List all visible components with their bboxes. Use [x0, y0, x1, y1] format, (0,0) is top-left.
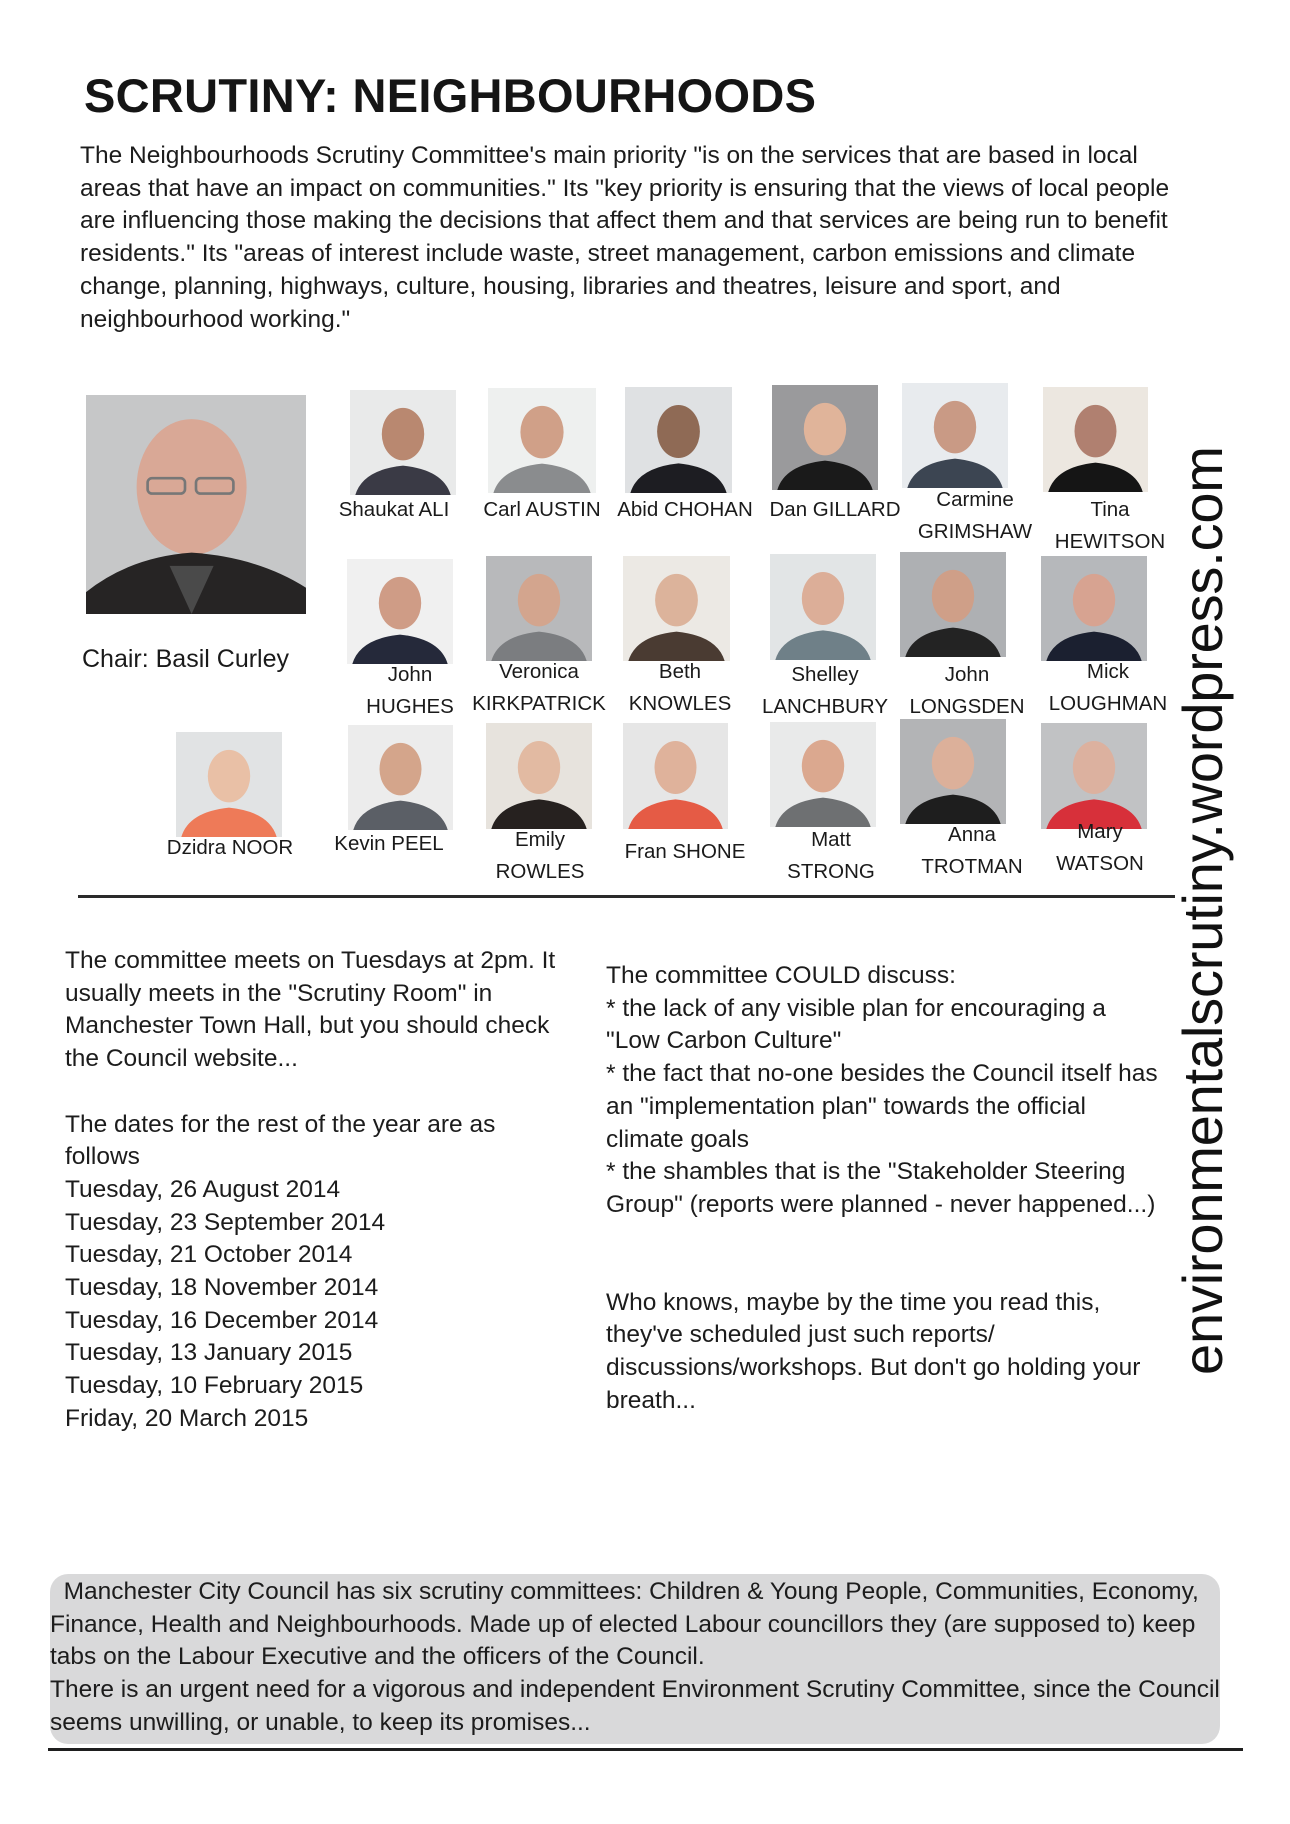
- portrait-icon: [486, 723, 592, 829]
- member-first-name: John: [944, 663, 990, 686]
- portrait-icon: [900, 719, 1006, 824]
- member-name: Kevin PEEL: [334, 832, 444, 855]
- chair-label: Chair: Basil Curley: [82, 645, 290, 673]
- meeting-date: Friday, 20 March 2015: [65, 1404, 309, 1432]
- portrait-icon: [770, 722, 876, 827]
- member-first-name: Carmine: [936, 488, 1014, 511]
- member-photo: [623, 556, 730, 661]
- meeting-date: Tuesday, 18 November 2014: [65, 1274, 379, 1302]
- meeting-date: Tuesday, 26 August 2014: [65, 1175, 341, 1203]
- meetings-column: [65, 945, 565, 1436]
- member-last-name: LOUGHMAN: [1048, 692, 1168, 715]
- section-divider: [78, 895, 1175, 898]
- member-last-name: KIRKPATRICK: [472, 692, 606, 715]
- portrait-icon: [348, 725, 453, 830]
- member-name: [1010, 816, 1190, 880]
- member-name: Carl AUSTIN: [483, 498, 601, 521]
- intro-paragraph: The Neighbourhoods Scrutiny Committee's main priority "is on the services that are based in local areas that have an impact on communities." Its "key priority is ensuring that the views of local people are influencing those making the decisions that affect them and that services are being run to benefit residents." Its "areas of interest include waste, street management, carbon emissions and climate change, planning, highways, culture, housing, libraries and theatres, leisure and sport, and neighbourhood working.": [80, 142, 1170, 333]
- member-name: Fran SHONE: [624, 840, 746, 863]
- portrait-icon: [176, 732, 282, 837]
- member-photo: [770, 554, 876, 660]
- member-photo: [772, 385, 878, 490]
- member-last-name: LONGSDEN: [909, 695, 1025, 718]
- meeting-date: Tuesday, 10 February 2015: [65, 1372, 364, 1400]
- could-discuss-item: * the lack of any visible plan for encouraging a "Low Carbon Culture": [606, 994, 1106, 1055]
- portrait-icon: [1041, 556, 1147, 661]
- portrait-icon: [1043, 387, 1148, 492]
- chair-photo: [86, 395, 306, 614]
- member-last-name: TROTMAN: [921, 855, 1023, 878]
- portrait-icon: [900, 552, 1006, 657]
- portrait-icon: [486, 556, 592, 661]
- vertical-website-url: environmentalscrutiny.wordpress.com: [1171, 446, 1234, 1375]
- meeting-date: Tuesday, 21 October 2014: [65, 1241, 353, 1269]
- member-photo: [900, 719, 1006, 824]
- member-last-name: ROWLES: [495, 860, 585, 883]
- portrait-icon: [623, 556, 730, 661]
- member-photo: [1043, 387, 1148, 492]
- member-first-name: Shelley: [791, 663, 859, 686]
- member-photo: [347, 559, 453, 664]
- member-last-name: HUGHES: [366, 695, 454, 718]
- member-last-name: WATSON: [1056, 852, 1144, 875]
- portrait-icon: [1041, 723, 1147, 829]
- member-first-name: Matt: [811, 828, 851, 851]
- member-photo: [350, 390, 456, 495]
- member-photo: [900, 552, 1006, 657]
- meetings-intro: The committee meets on Tuesdays at 2pm. It usually meets in the "Scrutiny Room" in Manchester Town Hall, but you should check the Council website...: [65, 947, 556, 1073]
- could-discuss-item: * the shambles that is the "Stakeholder Steering Group" (reports were planned - never happened...): [606, 1158, 1156, 1218]
- member-photo: [488, 388, 596, 493]
- member-first-name: Anna: [948, 823, 996, 846]
- member-photo: [1041, 723, 1147, 829]
- member-last-name: KNOWLES: [628, 692, 732, 715]
- member-first-name: Mick: [1086, 660, 1130, 683]
- portrait-icon: [625, 387, 732, 493]
- member-last-name: LANCHBURY: [761, 695, 889, 718]
- page-title: SCRUTINY: NEIGHBOURHOODS: [84, 69, 817, 122]
- member-photo: [625, 387, 732, 493]
- member-photo: [902, 383, 1008, 488]
- member-last-name: STRONG: [787, 860, 875, 883]
- could-discuss-column: [606, 960, 1166, 1417]
- footer-paragraph-2: There is an urgent need for a vigorous and independent Environment Scrutiny Committee, since the Council seems unwilling, or unable, to keep its promises...: [50, 1676, 1220, 1736]
- member-first-name: John: [387, 663, 433, 686]
- portrait-icon: [623, 723, 728, 829]
- member-photo: [770, 722, 876, 827]
- portrait-icon: [772, 385, 878, 490]
- meeting-date: Tuesday, 13 January 2015: [65, 1339, 353, 1367]
- portrait-icon: [902, 383, 1008, 488]
- bottom-rule: [48, 1748, 1243, 1751]
- member-photo: [176, 732, 282, 837]
- meeting-date: Tuesday, 23 September 2014: [65, 1208, 386, 1236]
- member-first-name: Veronica: [499, 660, 579, 683]
- member-name: Dzidra NOOR: [166, 836, 294, 859]
- could-discuss-item: * the fact that no-one besides the Council itself has an "implementation plan" towards the official climate goals: [606, 1060, 1158, 1153]
- could-discuss-heading: The committee COULD discuss:: [606, 962, 956, 989]
- member-first-name: Beth: [658, 660, 702, 683]
- member-name: Shaukat ALI: [338, 498, 450, 521]
- member-photo: [623, 723, 728, 829]
- footer-text: [50, 1576, 1230, 1740]
- portrait-icon: [86, 395, 306, 614]
- member-name: Abid CHOHAN: [617, 498, 753, 521]
- closing-remark: Who knows, maybe by the time you read this, they've scheduled just such reports/ discussions/workshops. But don't go holding your breath...: [606, 1288, 1141, 1414]
- meeting-dates-list: [65, 1174, 565, 1436]
- portrait-icon: [350, 390, 456, 495]
- member-photo: [348, 725, 453, 830]
- member-last-name: GRIMSHAW: [917, 520, 1033, 543]
- footer-paragraph-1: Manchester City Council has six scrutiny committees: Children & Young People, Communities, Economy, Finance, Health and Neighbourhoods. Made up of elected Labour councillors they (are supposed to) keep tabs on the Labour Executive and the officers of the Council.: [50, 1578, 1206, 1671]
- portrait-icon: [770, 554, 876, 660]
- meeting-date: Tuesday, 16 December 2014: [65, 1306, 379, 1334]
- member-photo: [486, 723, 592, 829]
- member-photo: [1041, 556, 1147, 661]
- member-photo: [486, 556, 592, 661]
- member-first-name: Mary: [1077, 820, 1123, 843]
- portrait-icon: [488, 388, 596, 493]
- member-name: Dan GILLARD: [769, 498, 901, 521]
- dates-heading: The dates for the rest of the year are as follows: [65, 1110, 496, 1171]
- member-first-name: Emily: [514, 828, 566, 851]
- member-first-name: Tina: [1090, 498, 1130, 521]
- portrait-icon: [347, 559, 453, 664]
- member-last-name: HEWITSON: [1054, 530, 1166, 553]
